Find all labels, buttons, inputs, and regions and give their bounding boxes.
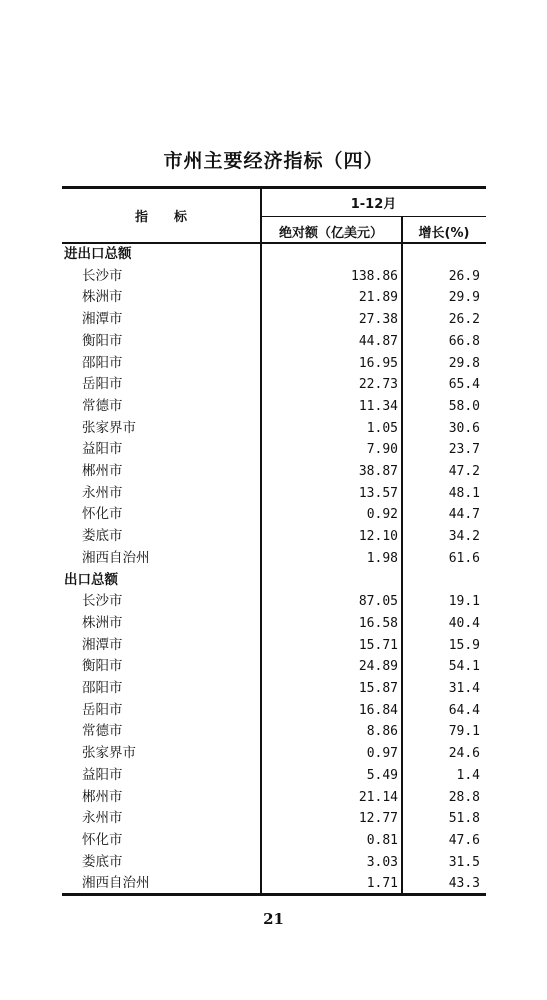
growth-cell: 19.1 xyxy=(448,594,480,610)
growth-cell: 48.1 xyxy=(448,485,480,501)
city-name: 株洲市 xyxy=(82,614,123,631)
growth-cell: 24.6 xyxy=(448,746,480,762)
growth-column-header: 增长(%) xyxy=(418,226,470,241)
growth-cell: 54.1 xyxy=(448,659,480,675)
table-row xyxy=(62,873,486,895)
value-cell: 11.34 xyxy=(358,398,398,414)
table-row xyxy=(62,396,486,418)
city-name: 怀化市 xyxy=(82,831,123,848)
growth-cell: 65.4 xyxy=(448,377,480,393)
table-row xyxy=(62,309,486,331)
growth-cell: 28.8 xyxy=(448,789,480,805)
table-row xyxy=(62,656,486,678)
city-name: 湘西自治州 xyxy=(82,875,150,892)
table-row xyxy=(62,483,486,505)
growth-cell: 40.4 xyxy=(448,615,480,631)
period-header: 1-12月 xyxy=(350,197,397,212)
table-bottom-rule xyxy=(62,893,486,896)
growth-cell: 30.6 xyxy=(448,420,480,436)
city-name: 常德市 xyxy=(82,397,123,414)
growth-cell: 31.5 xyxy=(448,854,480,870)
table-row xyxy=(62,700,486,722)
table-row xyxy=(62,526,486,548)
indicator-header: 指 标 xyxy=(134,210,187,225)
growth-cell: 79.1 xyxy=(448,724,480,740)
growth-cell: 15.9 xyxy=(448,637,480,653)
city-name: 益阳市 xyxy=(82,441,123,458)
city-name: 怀化市 xyxy=(82,506,123,523)
value-cell: 16.58 xyxy=(358,615,398,631)
table-row xyxy=(62,721,486,743)
value-cell: 24.89 xyxy=(358,659,398,675)
header-divider xyxy=(261,216,486,217)
city-name: 郴州市 xyxy=(82,463,123,479)
growth-cell: 29.8 xyxy=(448,355,480,371)
table-row xyxy=(62,635,486,657)
city-name: 张家界市 xyxy=(82,419,136,436)
growth-cell: 43.3 xyxy=(448,876,480,892)
value-cell: 27.38 xyxy=(358,312,398,328)
growth-cell: 44.7 xyxy=(448,507,480,523)
table-row xyxy=(62,591,486,613)
table-row xyxy=(62,808,486,830)
value-cell: 1.05 xyxy=(366,420,398,436)
table-row xyxy=(62,418,486,440)
value-cell: 21.14 xyxy=(358,789,398,805)
table-row xyxy=(62,613,486,635)
value-cell: 12.77 xyxy=(358,811,398,827)
section-row xyxy=(62,570,486,592)
value-cell: 16.95 xyxy=(358,355,398,371)
value-cell: 38.87 xyxy=(358,464,398,479)
table-row xyxy=(62,787,486,809)
city-name: 株洲市 xyxy=(82,289,123,306)
value-cell: 12.10 xyxy=(358,529,398,545)
city-name: 衡阳市 xyxy=(82,332,123,349)
city-name: 益阳市 xyxy=(82,766,123,783)
value-cell: 138.86 xyxy=(351,268,398,284)
value-cell: 22.73 xyxy=(358,377,398,393)
city-name: 永州市 xyxy=(82,484,123,501)
growth-cell: 66.8 xyxy=(448,333,480,349)
table-row xyxy=(62,331,486,353)
value-cell: 15.87 xyxy=(358,681,398,696)
table-row xyxy=(62,374,486,396)
value-cell: 0.97 xyxy=(366,746,398,762)
value-cell: 0.92 xyxy=(366,507,398,523)
section-label: 进出口总额 xyxy=(64,246,132,262)
value-cell: 5.49 xyxy=(366,767,398,783)
city-name: 长沙市 xyxy=(82,593,123,610)
table-row xyxy=(62,743,486,765)
growth-cell: 31.4 xyxy=(448,681,480,696)
growth-cell: 51.8 xyxy=(448,811,480,827)
value-cell: 1.71 xyxy=(366,876,398,892)
growth-cell: 34.2 xyxy=(448,529,480,545)
table-row xyxy=(62,439,486,461)
growth-cell: 1.4 xyxy=(456,767,480,783)
value-cell: 13.57 xyxy=(358,485,398,501)
city-name: 衡阳市 xyxy=(82,658,123,675)
table-row xyxy=(62,678,486,700)
city-name: 娄底市 xyxy=(82,853,123,870)
page-number: 21 xyxy=(263,910,284,928)
section-label: 出口总额 xyxy=(64,571,118,588)
city-name: 张家界市 xyxy=(82,745,136,762)
city-name: 娄底市 xyxy=(82,528,123,545)
value-cell: 3.03 xyxy=(366,854,398,870)
city-name: 永州市 xyxy=(82,810,123,827)
growth-cell: 23.7 xyxy=(448,442,480,458)
growth-cell: 47.2 xyxy=(448,464,480,479)
table-row xyxy=(62,266,486,288)
value-cell: 15.71 xyxy=(358,637,398,653)
value-cell: 0.81 xyxy=(366,832,398,848)
growth-cell: 26.2 xyxy=(448,312,480,328)
growth-cell: 64.4 xyxy=(448,702,480,718)
table-row xyxy=(62,287,486,309)
table-row xyxy=(62,353,486,375)
growth-cell: 29.9 xyxy=(448,290,480,306)
table-row xyxy=(62,765,486,787)
city-name: 郴州市 xyxy=(82,788,123,805)
value-cell: 1.98 xyxy=(366,550,398,566)
city-name: 湘潭市 xyxy=(82,311,123,328)
growth-cell: 58.0 xyxy=(448,398,480,414)
city-name: 湘潭市 xyxy=(82,636,123,653)
city-name: 邵阳市 xyxy=(82,680,123,696)
value-column-header: 绝对额（亿美元） xyxy=(278,226,383,241)
growth-cell: 47.6 xyxy=(448,832,480,848)
table-row xyxy=(62,504,486,526)
growth-cell: 61.6 xyxy=(448,550,480,566)
city-name: 长沙市 xyxy=(82,267,123,284)
city-name: 常德市 xyxy=(82,723,123,740)
table-row xyxy=(62,548,486,570)
value-cell: 7.90 xyxy=(366,442,398,458)
city-name: 邵阳市 xyxy=(82,354,123,371)
value-cell: 44.87 xyxy=(358,333,398,349)
value-cell: 16.84 xyxy=(358,702,398,718)
section-row xyxy=(62,244,486,266)
table-row xyxy=(62,461,486,483)
table-row xyxy=(62,830,486,852)
page-title: 市州主要经济指标（四） xyxy=(163,150,384,172)
value-cell: 21.89 xyxy=(358,290,398,306)
value-cell: 87.05 xyxy=(358,594,398,610)
value-cell: 8.86 xyxy=(366,724,398,740)
city-name: 岳阳市 xyxy=(82,376,123,393)
table-top-rule xyxy=(62,186,486,189)
city-name: 湘西自治州 xyxy=(82,549,150,566)
table-row xyxy=(62,852,486,874)
city-name: 岳阳市 xyxy=(82,701,123,718)
growth-cell: 26.9 xyxy=(448,268,480,284)
